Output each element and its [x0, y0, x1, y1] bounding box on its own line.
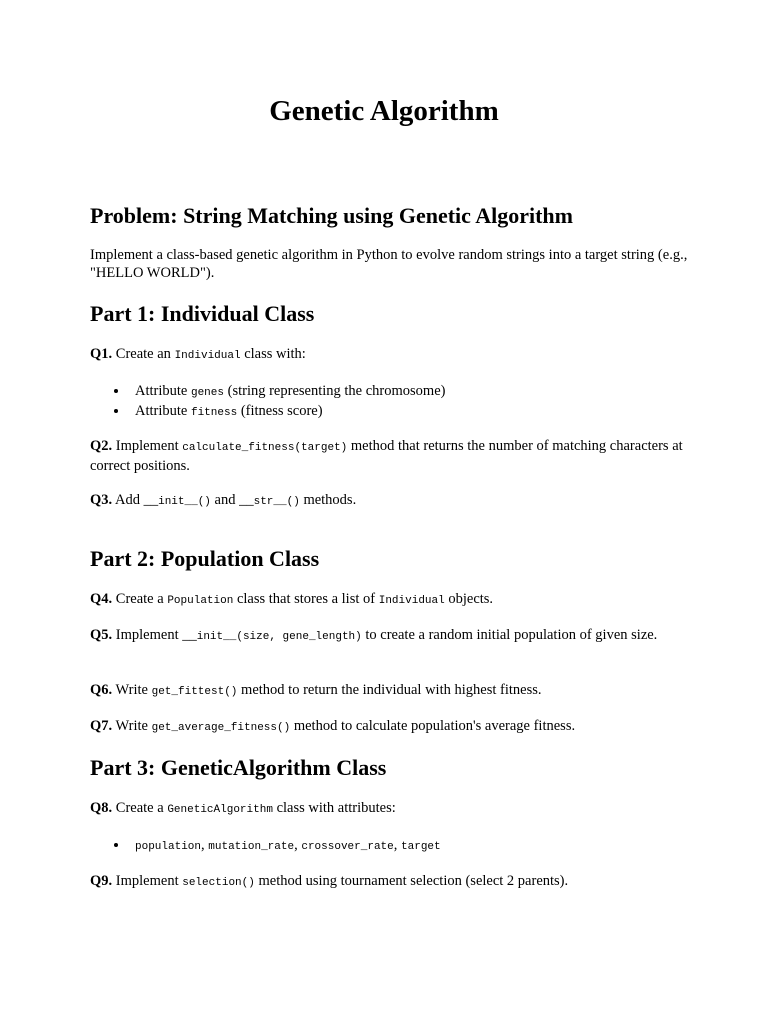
- q1-label: Q1.: [90, 346, 113, 362]
- bullet-code: fitness: [190, 407, 238, 419]
- q2-text: Implement: [115, 438, 179, 454]
- question-q1: [90, 345, 690, 365]
- q3-text: Add __: [114, 492, 159, 508]
- problem-heading: Problem: String Matching using Genetic Algorithm: [90, 203, 573, 228]
- q6-text: Write: [115, 682, 148, 698]
- q4-text: Create a: [115, 591, 164, 607]
- bullet-code: crossover_rate: [301, 841, 394, 853]
- q5-label: Q5.: [90, 627, 113, 643]
- q6-code: get_fittest(): [151, 686, 238, 698]
- question-q5: [90, 626, 690, 646]
- question-q8: [90, 799, 690, 819]
- q9-text-end: method using tournament selection (select 2 parents).: [258, 873, 569, 889]
- bullet-separator: ,: [294, 837, 298, 853]
- bullet-text: Attribute: [135, 383, 188, 399]
- q7-text-end: method to calculate population's average fitness.: [293, 718, 576, 734]
- q9-label: Q9.: [90, 873, 113, 889]
- question-q2: [90, 437, 690, 475]
- q5-code: init__(size, gene_length): [196, 631, 362, 643]
- q1-text-end: class with:: [244, 346, 306, 362]
- q2-label: Q2.: [90, 438, 113, 454]
- bullet-code: mutation_rate: [208, 841, 295, 853]
- question-q6: [90, 681, 690, 701]
- q2-text-end: method that returns the number of matching characters at correct positions.: [90, 438, 683, 474]
- q4-code: Population: [167, 595, 234, 607]
- part3-heading: Part 3: GeneticAlgorithm Class: [90, 755, 387, 780]
- q7-text: Write: [115, 718, 148, 734]
- q8-text-end: class with attributes:: [276, 800, 396, 816]
- q2-code: calculate_fitness(target): [182, 442, 348, 454]
- q4-code-2: Individual: [378, 595, 445, 607]
- q7-code: get_average_fitness(): [151, 722, 291, 734]
- q1-code: Individual: [174, 350, 241, 362]
- bullet-text-end: (string representing the chromosome): [227, 383, 446, 399]
- bullet-separator: ,: [201, 837, 205, 853]
- q6-text-end: method to return the individual with highest fitness.: [241, 682, 542, 698]
- q3-code-str: str__(): [253, 496, 300, 508]
- question-q4: [90, 590, 690, 610]
- q4-label: Q4.: [90, 591, 113, 607]
- q1-text: Create an: [115, 346, 171, 362]
- list-item: [90, 836, 441, 856]
- q5-text: Implement __: [115, 627, 197, 643]
- q9-code: selection(): [182, 877, 255, 889]
- list-item: [90, 382, 445, 402]
- list-item: [90, 402, 445, 422]
- part2-heading: Part 2: Population Class: [90, 546, 320, 571]
- bullet-text: Attribute: [135, 403, 188, 419]
- document-title: Genetic Algorithm: [269, 95, 499, 127]
- bullet-code: genes: [190, 387, 224, 399]
- bullet-code: target: [401, 841, 441, 853]
- q8-bullet-list: [90, 836, 441, 856]
- q8-text: Create a: [115, 800, 164, 816]
- q3-label: Q3.: [90, 492, 113, 508]
- bullet-separator: ,: [393, 837, 398, 853]
- q4-text-end: objects.: [448, 591, 494, 607]
- q3-code-init: init__(): [158, 496, 211, 508]
- q3-text-end: methods.: [303, 492, 357, 508]
- q4-text-mid: class that stores a list of: [236, 591, 376, 607]
- bullet-code: population: [135, 841, 202, 853]
- question-q7: [90, 717, 690, 737]
- q5-text-end: to create a random initial population of given size.: [365, 627, 658, 643]
- problem-description: Implement a class-based genetic algorithm in Python to evolve random strings into a target string (e.g., "HELLO WORLD").: [90, 247, 688, 281]
- q9-text: Implement: [115, 873, 179, 889]
- question-q9: [90, 872, 690, 892]
- q8-label: Q8.: [90, 800, 113, 816]
- q1-bullet-list: [90, 382, 445, 422]
- part1-heading: Part 1: Individual Class: [90, 301, 315, 326]
- q3-text-mid: and __: [214, 492, 254, 508]
- q7-label: Q7.: [90, 718, 113, 734]
- q6-label: Q6.: [90, 682, 113, 698]
- q8-code: GeneticAlgorithm: [167, 804, 273, 816]
- bullet-text-end: (fitness score): [240, 403, 323, 419]
- question-q3: [90, 491, 690, 511]
